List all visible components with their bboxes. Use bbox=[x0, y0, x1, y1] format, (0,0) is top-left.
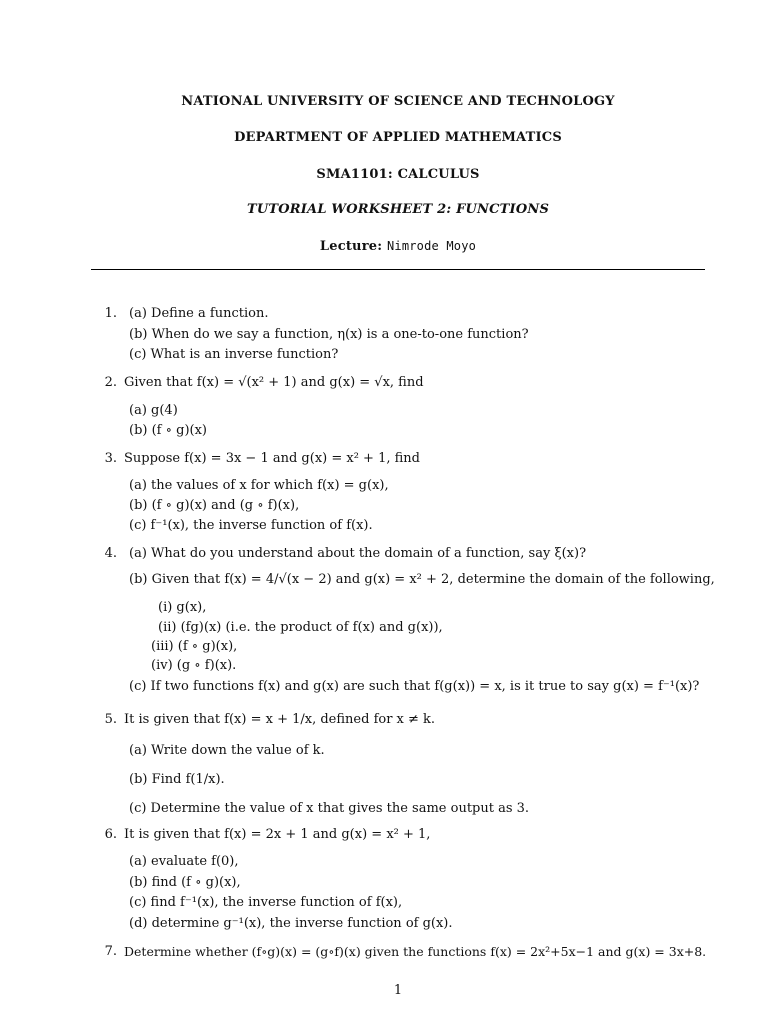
question-number: 2. bbox=[104, 375, 117, 390]
question-3a: (a) the values of x for which f(x) = g(x), bbox=[129, 478, 389, 493]
lecture-label: Lecture: bbox=[319, 239, 383, 254]
question-3-stem: Suppose f(x) = 3x − 1 and g(x) = x² + 1, find bbox=[124, 451, 420, 466]
question-number: 7. bbox=[104, 944, 117, 959]
lecturer-name: Nimrode Moyo bbox=[386, 239, 477, 253]
question-1b: (b) When do we say a function, η(x) is a one-to-one function? bbox=[129, 327, 529, 342]
question-number: 5. bbox=[104, 712, 117, 727]
question-3b: (b) (f ∘ g)(x) and (g ∘ f)(x), bbox=[129, 498, 300, 513]
lecture-line bbox=[0, 239, 768, 254]
question-4b-iii: (iii) (f ∘ g)(x), bbox=[151, 639, 238, 654]
header-divider bbox=[91, 269, 705, 270]
question-1a: (a) Define a function. bbox=[129, 306, 269, 321]
question-6-stem: It is given that f(x) = 2x + 1 and g(x) = x² + 1, bbox=[124, 827, 431, 842]
question-4c: (c) If two functions f(x) and g(x) are such that f(g(x)) = x, is it true to say g(x) = f⁻¹(x)? bbox=[129, 679, 700, 694]
question-4b-iv: (iv) (g ∘ f)(x). bbox=[151, 658, 237, 673]
question-5c: (c) Determine the value of x that gives the same output as 3. bbox=[129, 801, 530, 816]
question-6a: (a) evaluate f(0), bbox=[129, 854, 239, 869]
question-4a: (a) What do you understand about the domain of a function, say ξ(x)? bbox=[129, 546, 587, 561]
question-5b: (b) Find f(1/x). bbox=[129, 772, 225, 787]
question-3c: (c) f⁻¹(x), the inverse function of f(x). bbox=[129, 518, 373, 533]
question-4b: (b) Given that f(x) = 4/√(x − 2) and g(x) = x² + 2, determine the domain of the following, bbox=[129, 572, 715, 587]
question-number: 1. bbox=[104, 306, 117, 321]
question-2b: (b) (f ∘ g)(x) bbox=[129, 423, 207, 438]
question-5-stem: It is given that f(x) = x + 1/x, defined for x ≠ k. bbox=[124, 712, 436, 727]
university-name: NATIONAL UNIVERSITY OF SCIENCE AND TECHNOLOGY bbox=[181, 94, 615, 109]
question-2-stem: Given that f(x) = √(x² + 1) and g(x) = √x, find bbox=[124, 375, 424, 390]
question-number: 4. bbox=[104, 546, 117, 561]
question-7-stem: Determine whether (f∘g)(x) = (g∘f)(x) given the functions f(x) = 2x²+5x−1 and g(x) = 3x+8. bbox=[124, 944, 707, 959]
worksheet-title: TUTORIAL WORKSHEET 2: FUNCTIONS bbox=[246, 202, 550, 217]
question-2a: (a) g(4) bbox=[129, 403, 178, 418]
page-number: 1 bbox=[393, 983, 403, 998]
question-number: 3. bbox=[104, 451, 117, 466]
course-title: SMA1101: CALCULUS bbox=[316, 167, 480, 182]
question-4b-i: (i) g(x), bbox=[158, 600, 207, 615]
question-1c: (c) What is an inverse function? bbox=[129, 347, 339, 362]
department-name: DEPARTMENT OF APPLIED MATHEMATICS bbox=[234, 130, 562, 145]
question-6b: (b) find (f ∘ g)(x), bbox=[129, 875, 241, 890]
question-number: 6. bbox=[104, 827, 117, 842]
question-4b-ii: (ii) (fg)(x) (i.e. the product of f(x) and g(x)), bbox=[158, 620, 443, 635]
question-6c: (c) find f⁻¹(x), the inverse function of f(x), bbox=[129, 895, 403, 910]
question-6d: (d) determine g⁻¹(x), the inverse function of g(x). bbox=[129, 916, 453, 931]
question-5a: (a) Write down the value of k. bbox=[129, 743, 325, 758]
